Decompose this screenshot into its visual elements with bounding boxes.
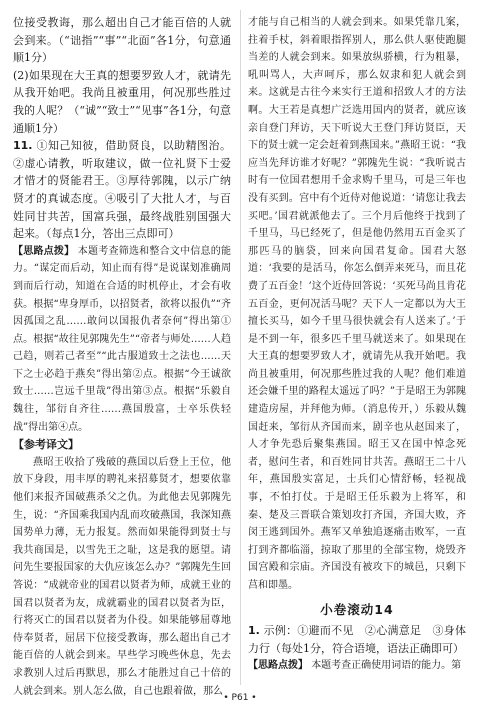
left-column xyxy=(13,14,231,700)
question-1 xyxy=(248,622,466,657)
answer-paragraph-2: (2)如果现在大王真的想要罗致人才，就请先从我开始吧。我尚且被重用，何况那些胜过我的人呢？（“诚”“致士”“见事”各1分，句意通顺1分） xyxy=(13,68,231,135)
page-number: • P61 • xyxy=(223,693,257,703)
translation-heading xyxy=(13,436,231,454)
analysis-tag: 【思路点拨】 xyxy=(13,245,75,257)
question-1-answer: 示例：①避而不见 ②心满意足 ③身体力行（每处1分，符合语境，语法正确即可） xyxy=(248,624,467,655)
translation-text-left: 燕昭王收拾了残破的燕国以后登上王位，他放下身段，用丰厚的聘礼来招募贤才，想要依靠他们来报齐国破燕杀父之仇。为此他去见郭隗先生，说：“齐国乘我国内乱而攻破燕国，我深知燕国势单力薄，无力报复。然而如果能得到贤士与我共商国是，以雪先王之耻，这是我的愿望。请问先生要报国家的大仇应该怎么办？”郭隗先生回答说：“成就帝业的国君以贤者为师，成就王业的国君以贤者为友，成就霸业的国君以贤者为臣，行将灭亡的国君以贤者为仆役。如果能够屈尊地侍奉贤者，屈居下位接受教诲，那么超出自己才能百倍的人就会到来。早些学习晚些休息，先去求教别人过后再默思，那么才能胜过自己十倍的人就会到来。别人怎么做，自己也跟着做，那么 xyxy=(13,456,231,697)
translation-text-right: 才能与自己相当的人就会到来。如果凭靠几案，拄着手杖，斜着眼指挥别人，那么供人驱使跑腿当差的人就会到来。如果放纵骄横，行为粗暴，吼叫骂人，大声呵斥，那么奴隶和犯人就会到来。这就是古往今来实行王道和招致人才的方法啊。大王若是真想广泛选用国内的贤者，就应该亲自登门拜访，天下听说大王登门拜访贤臣，天下的贤士就一定会赶着到燕国来。”燕昭王说：“我应当先拜访谁才好呢？”郭隗先生说：“我听说古时有一位国君想用千金求购千里马，可是三年也没有买到。宫中有个近侍对他说道：‘请您让我去买吧。’国君就派他去了。三个月后他终于找到了千里马，马已经死了，但是他仍然用五百金买了那匹马的脑袋，回来向国君复命。国君大怒道：‘我要的是活马，你怎么倒弄来死马，而且花费了五百金！’这个近侍回答说：‘买死马尚且肯花五百金，更何况活马呢？天下人一定都以为大王擅长买马，如今千里马很快就会有人送来了。’于是不到一年，很多匹千里马就送来了。如果现在大王真的想要罗致人才，就请先从我开始吧。我尚且被重用，何况那些胜过我的人呢？他们难道还会嫌千里的路程太遥远了吗？”于是昭王为郭隗建造房屋，并拜他为师。（消息传开，）乐毅从魏国赶来，邹衍从齐国而来，剧辛也从赵国来了，人才争先恐后聚集燕国。昭王又在国中悼念死者，慰问生者，和百姓同甘共苦。燕昭王二十八年，燕国殷实富足，士兵们心情舒畅，轻视战事，不怕打仗。于是昭王任乐毅为上将军，和秦、楚及三晋联合策划攻打齐国，齐国大败，齐闵王逃到国外。燕军又单独追逐痛击败军，一直打到齐都临淄，掠取了那里的全部宝物，烧毁齐国宫殿和宗庙。齐国没有被攻下的城邑，只剩下莒和即墨。 xyxy=(248,17,466,591)
question-11-answer: ①知己知彼，借助贤良，以助精图治。②虚心请教，听取建议，做一位礼贤下士爱才惜才的贤能君王。③厚待郭隗，以示广纳贤才的真诚态度。④吸引了大批人才，与百姓同甘共苦，国富兵强，最终战胜别国强大起来。（每点1分，答出三点即可） xyxy=(13,139,231,241)
question-1-number: 1. xyxy=(248,624,260,638)
section-title: 小卷滚动14 xyxy=(320,601,394,617)
analysis-block-left xyxy=(13,243,231,437)
analysis-text-right: 本题考查正确使用词语的能力。第 xyxy=(311,660,462,672)
right-column xyxy=(248,14,466,675)
question-11 xyxy=(13,137,231,243)
question-11-number: 11. xyxy=(13,139,33,153)
translation-tag: 【参考译文】 xyxy=(13,438,79,452)
analysis-text: 本题考查筛选和整合文中信息的能力。“谋定而后动，知止而有得”是说谋划准确周到而后行动，知道在合适的时机停止，才会有收获。根据“卑身厚币，以招贤者，欲将以报仇”“齐因孤国之乱……敢问以国报仇者奈何”得出第①点。根据“故往见郭隗先生”“帝者与师处……人趋己趋，则若己者至”“此古服道致士之法也……天下之士必趋于燕矣”得出第②点。根据“今王诚欲致士……岂远千里哉”得出第③点。根据“乐毅自魏往，邹衍自齐往……燕国殷富，士卒乐佚轻战”得出第④点。 xyxy=(13,245,232,433)
column-divider xyxy=(240,10,241,685)
analysis-tag-right: 【思路点拨】 xyxy=(248,660,308,672)
analysis-block-right xyxy=(248,657,466,675)
answer-paragraph-1: 位接受教诲，那么超出自己才能百倍的人就会到来。（“诎指”“事”“北面”各1分，句意通顺1分） xyxy=(13,16,231,65)
